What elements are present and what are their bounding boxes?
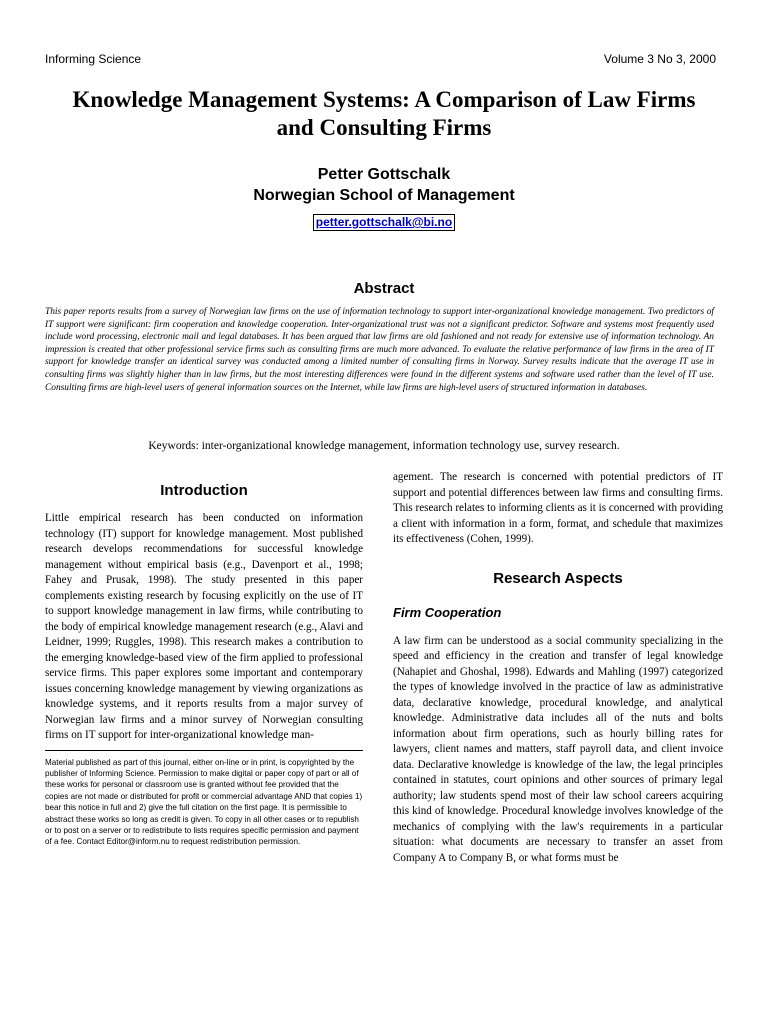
paper-title: Knowledge Management Systems: A Comparison of Law Firms and Consulting Firms: [72, 87, 696, 140]
journal-name: Informing Science: [45, 52, 142, 66]
author-name: Petter Gottschalk: [317, 166, 451, 183]
author-affiliation: Norwegian School of Management: [253, 187, 515, 204]
research-aspects-heading: Research Aspects: [493, 569, 623, 587]
introduction-paragraph-continued: agement. The research is concerned with potential predictors of IT support and potential differences between law firms and consulting firms. This research relates to informing clients as it is concerned with providing a client with information in a form, format, and schedule that maximizes its effectiveness (Cohen, 1999).: [393, 471, 723, 545]
volume-info: Volume 3 No 3, 2000: [603, 52, 716, 66]
author-email-link[interactable]: petter.gottschalk@bi.no: [313, 214, 455, 231]
firm-cooperation-paragraph: A law firm can be understood as a social community specializing in the speed and efficiency in the creation and transfer of legal knowledge (Nahapiet and Ghoshal, 1998). Edwards and Mahling (1997) categorized the types of knowledge involved in the practice of law as administrative data, declarative knowledge, procedural knowledge, and analytical knowledge. Administrative data includes all of the nuts and bolts information about firm operations, such as hourly billing rates for lawyers, client names and matters, staff payroll data, and client invoice data. Declarative knowledge is knowledge of the law, the legal principles contained in statutes, court opinions and other sources of primary legal authority; law students spend most of their law school careers acquiring this kind of knowledge. Procedural knowledge involves knowledge of the mechanics of complying with the law's requirements in a particular situation: what documents are necessary to transfer an asset from Company A to Company B, or what forms must be: [393, 634, 723, 864]
left-column: [45, 478, 363, 848]
copyright-divider: [45, 750, 363, 751]
introduction-paragraph: Little empirical research has been conducted on information technology (IT) support for knowledge management. Most published research develops recommendations for successful knowledge management without empirical basis (e.g., Davenport et al., 1998; Fahey and Prusak, 1998). The study presented in this paper complements existing research by focusing explicitly on the use of IT to support knowledge management in law firms, while contributing to the body of empirical knowledge management research (e.g., Alavi and Leidner, 1999; Ruggles, 1998). This research makes a contribution to the emerging knowledge-based view of the firm applied to professional service firms. This paper explores some important and contemporary issues concerning knowledge management by viewing organizations as knowledge systems, and it reports results from a major survey of Norwegian law firms and a minor survey of Norwegian consulting firms on IT support for inter-organizational knowledge man-: [45, 512, 363, 741]
running-header: [45, 52, 716, 68]
abstract-text: This paper reports results from a survey of Norwegian law firms on the use of information technology to support inter-organizational knowledge management. Two predictors of IT support were significant: firm cooperation and knowledge cooperation. Inter-organizational trust was not a significant predictor. Software and systems most frequently used include word processing, electronic mail and legal databases. It has been argued that law firms are old fashioned and not ready for extensive use of information technology. An impression is created that other professional service firms such as consulting firms are much more advanced. To evaluate the relative performance of law firms in the area of IT support for knowledge transfer an identical survey was conducted among a limited number of consulting firms in Norway. Survey results indicate that the average IT use in consulting firms was slightly higher than in law firms, but the most interesting differences were found in the different systems and software used rather than the level of IT use. Consulting firms are high-level users of general information sources on the Internet, while law firms are high-level users of structured information in databases.: [45, 307, 714, 393]
right-column: [393, 470, 723, 866]
abstract-heading: Abstract: [353, 280, 415, 297]
firm-cooperation-heading: Firm Cooperation: [393, 604, 502, 620]
introduction-heading: Introduction: [160, 482, 248, 499]
email-container: [0, 213, 768, 231]
keywords: Keywords: inter-organizational knowledge management, information technology use, survey research.: [148, 440, 620, 452]
copyright-notice: Material published as part of this journal, either on-line or in print, is copyrighted by the publisher of Informing Science. Permission to make digital or paper copy of part or all of these works for personal or classroom use is granted without fee provided that the copies are not made or distributed for profit or commercial advantage AND that copies 1) bear this notice in full and 2) give the full citation on the first page. It is permissible to abstract these works so long as credit is given. To copy in all other cases or to republish or to post on a server or to redistribute to lists requires specific permission and payment of a fee. Contact Editor@inform.nu to request redistribution permission.: [45, 757, 363, 847]
